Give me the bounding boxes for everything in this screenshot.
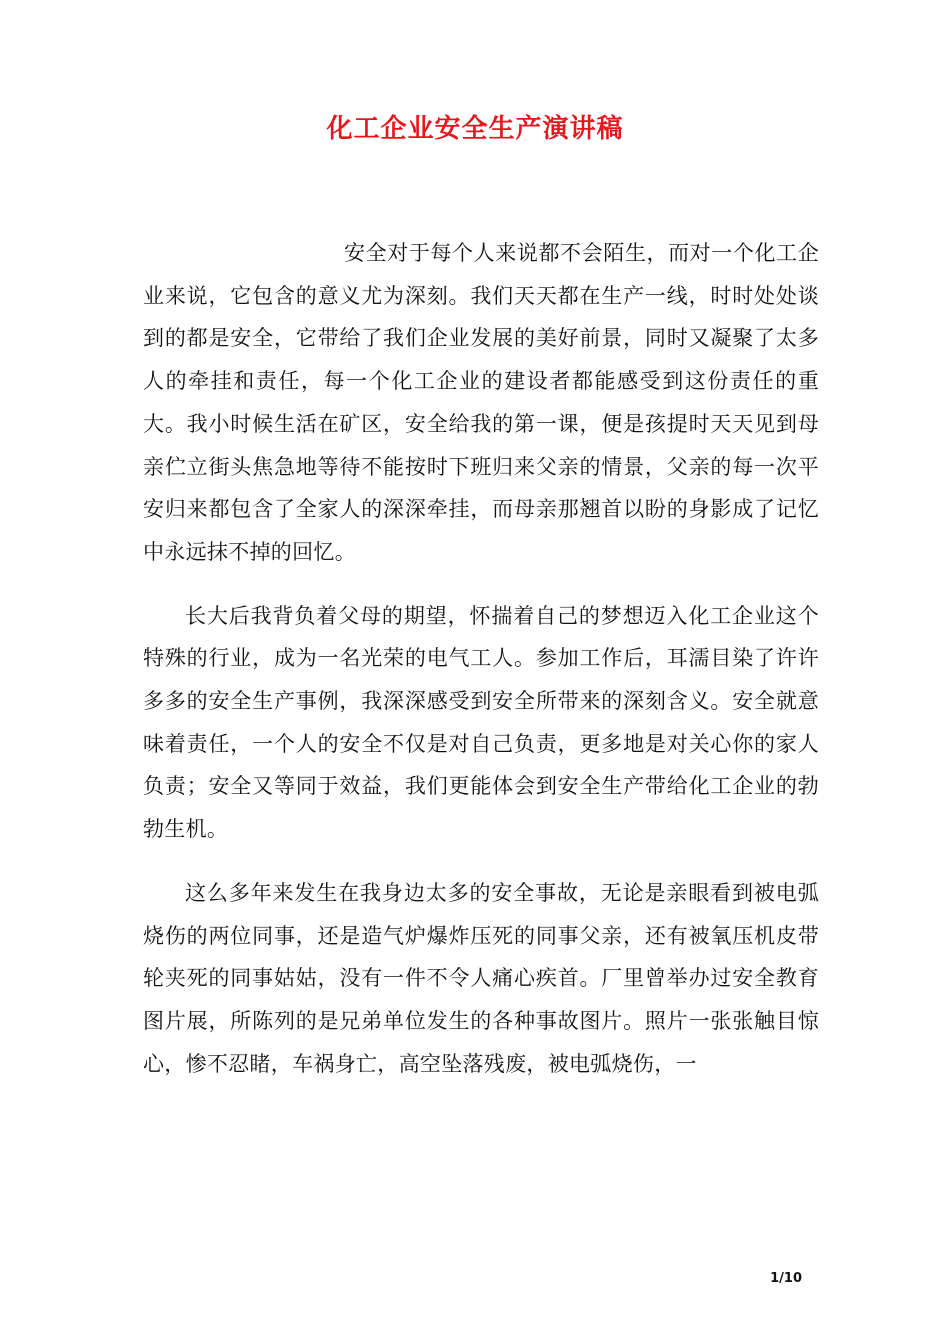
document-title: 化工企业安全生产演讲稿 [326, 114, 624, 144]
document-body [143, 232, 819, 1085]
page-number: 1/10 [770, 1271, 802, 1286]
paragraph-1: 安全对于每个人来说都不会陌生，而对一个化工企业来说，它包含的意义尤为深刻。我们天天都在生产一线，时时处处谈到的都是安全，它带给了我们企业发展的美好前景，同时又凝聚了太多人的牵挂和责任，每一个化工企业的建设者都能感受到这份责任的重大。我小时候生活在矿区，安全给我的第一课，便是孩提时天天见到母亲伫立街头焦急地等待不能按时下班归来父亲的情景，父亲的每一次平安归来都包含了全家人的深深牵挂，而母亲那翘首以盼的身影成了记忆中永远抹不掉的回忆。 [143, 241, 819, 564]
paragraph-2: 长大后我背负着父母的期望，怀揣着自己的梦想迈入化工企业这个特殊的行业，成为一名光荣的电气工人。参加工作后，耳濡目染了许许多多的安全生产事例，我深深感受到安全所带来的深刻含义。安全就意味着责任，一个人的安全不仅是对自己负责，更多地是对关心你的家人负责；安全又等同于效益，我们更能体会到安全生产带给化工企业的勃勃生机。 [143, 603, 819, 842]
paragraph-3: 这么多年来发生在我身边太多的安全事故，无论是亲眼看到被电弧烧伤的两位同事，还是造气炉爆炸压死的同事父亲，还有被氧压机皮带轮夹死的同事姑姑，没有一件不令人痛心疾首。厂里曾举办过安全教育图片展，所陈列的是兄弟单位发生的各种事故图片。照片一张张触目惊心，惨不忍睹，车祸身亡，高空坠落残废，被电弧烧伤，一 [143, 880, 819, 1076]
